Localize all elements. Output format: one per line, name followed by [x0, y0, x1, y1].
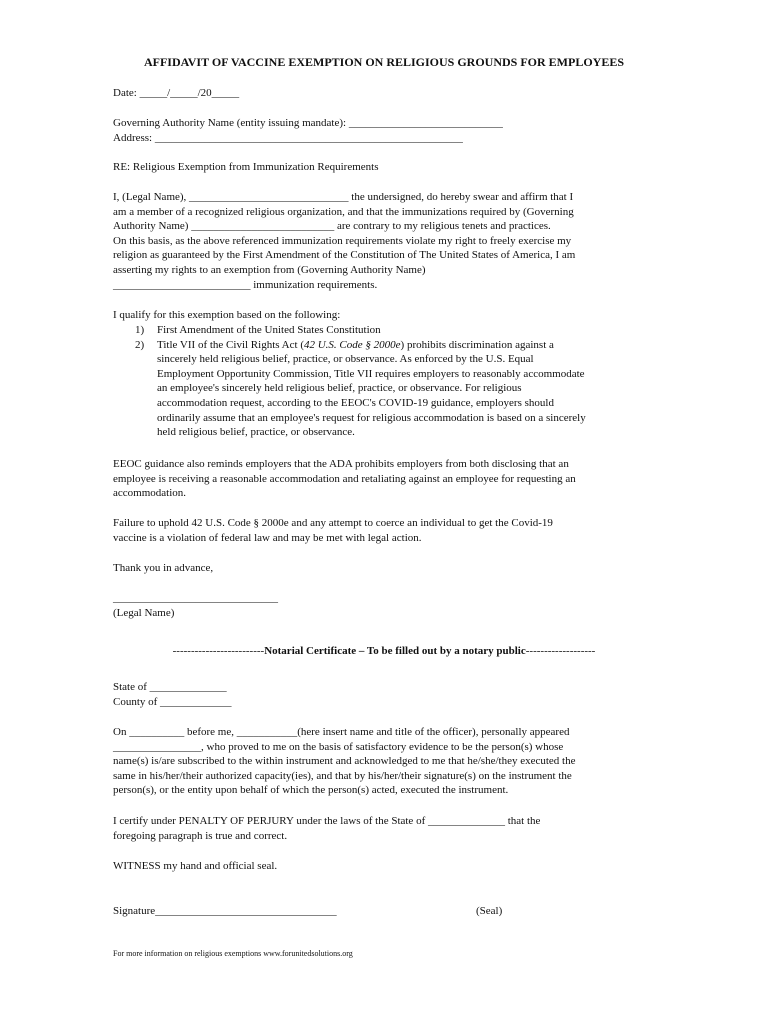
failure-paragraph — [113, 516, 648, 545]
footer-note: For more information on religious exemptions www.forunitedsolutions.org — [113, 949, 353, 958]
notary-acknowledgment — [113, 725, 648, 798]
notary-dashes-left: ------------------------- — [172, 645, 265, 657]
list-item-line: held religious belief, practice, or observance. — [157, 426, 355, 439]
affirmation-line: asserting my rights to an exemption from (Governing Authority Name) — [113, 263, 426, 276]
affirmation-paragraph — [113, 190, 648, 292]
list-item-line: First Amendment of the United States Constitution — [157, 324, 381, 336]
acknowledgment-line: On __________ before me, ___________(here insert name and title of the officer), personally appeared — [113, 726, 570, 738]
failure-line: Failure to uphold 42 U.S. Code § 2000e and any attempt to coerce an individual to get the Covid-19 — [113, 517, 553, 529]
affirmation-line: Authority Name) __________________________ are contrary to my religious tenets and practices. — [113, 220, 551, 233]
affirmation-line: religion as guaranteed by the First Amendment of the Constitution of The United States of America, I am — [113, 249, 576, 262]
acknowledgment-line: person(s), or the entity upon behalf of which the person(s) acted, executed the instrument. — [113, 784, 509, 797]
affirmation-line: am a member of a recognized religious organization, and that the immunizations required by (Governing — [113, 205, 574, 218]
list-item-line: an employee's sincerely held religious belief, practice, or observance. For religious — [157, 382, 522, 395]
notary-dashes-right: ------------------- — [525, 645, 596, 657]
document-title: AFFIDAVIT OF VACCINE EXEMPTION ON RELIGIOUS GROUNDS FOR EMPLOYEES — [143, 55, 625, 69]
re-line: RE: Religious Exemption from Immunization Requirements — [113, 161, 379, 173]
acknowledgment-line: same in his/her/their authorized capacity(ies), and that by his/her/their signature(s) on the instrument the — [113, 769, 572, 782]
date-line: Date: _____/_____/20_____ — [113, 87, 240, 99]
list-item-first-line — [157, 338, 655, 353]
list-item-line: sincerely held religious belief, practice, or observance. As enforced by the U.S. Equal — [157, 353, 534, 366]
eeoc-line: employee is receiving a reasonable accommodation and retaliating against an employee for requesting an — [113, 472, 576, 485]
notary-heading-text: Notarial Certificate – To be filled out by a notary public — [264, 645, 526, 657]
qualify-list — [135, 323, 655, 440]
eeoc-line: accommodation. — [113, 487, 187, 500]
perjury-line: I certify under PENALTY OF PERJURY under the laws of the State of ______________ that the — [113, 815, 541, 827]
legal-name-label: (Legal Name) — [113, 606, 175, 619]
signature-block — [113, 591, 648, 620]
list-item-line: Employment Opportunity Commission, Title VII requires employers to reasonably accommodate — [157, 367, 585, 380]
notary-heading — [0, 644, 768, 659]
list-item — [135, 323, 655, 338]
eeoc-line: EEOC guidance also reminds employers that the ADA prohibits employers from both disclosing that an — [113, 458, 569, 470]
seal-label: (Seal) — [476, 905, 503, 917]
perjury-paragraph — [113, 814, 648, 843]
affirmation-line: On this basis, as the above referenced immunization requirements violate my right to freely exercise my — [113, 234, 572, 247]
thanks-line: Thank you in advance, — [113, 562, 214, 574]
affirmation-line: _________________________ immunization requirements. — [113, 278, 378, 291]
state-line: State of ______________ — [113, 681, 227, 693]
list-number: 2) — [135, 338, 145, 351]
list-item — [135, 338, 655, 440]
list-number: 1) — [135, 324, 145, 336]
us-code-citation: 42 U.S. Code § 2000e — [303, 338, 401, 351]
notary-signature-line: Signature_________________________________ — [113, 905, 337, 917]
eeoc-paragraph — [113, 457, 648, 501]
affirmation-line: I, (Legal Name), _____________________________ the undersigned, do hereby swear and affirm that I — [113, 191, 574, 203]
county-line: County of _____________ — [113, 695, 232, 708]
title-vii-text-rest: ) prohibits discrimination against a — [400, 338, 554, 351]
qualify-intro: I qualify for this exemption based on the following: — [113, 309, 341, 321]
authority-name-line: Governing Authority Name (entity issuing mandate): ____________________________ — [113, 117, 503, 129]
perjury-line: foregoing paragraph is true and correct. — [113, 829, 288, 842]
address-line: Address: ________________________________________________________ — [113, 131, 463, 144]
acknowledgment-line: ________________, who proved to me on the basis of satisfactory evidence to be the person(s) whose — [113, 740, 564, 753]
authority-block — [113, 116, 648, 145]
failure-line: vaccine is a violation of federal law and may be met with legal action. — [113, 531, 422, 544]
witness-line: WITNESS my hand and official seal. — [113, 860, 278, 872]
acknowledgment-line: name(s) is/are subscribed to the within instrument and acknowledged to me that he/she/they executed the — [113, 755, 576, 768]
signature-blank: ______________________________ — [113, 592, 278, 604]
list-item-line: ordinarily assume that an employee's request for religious accommodation is based on a sincerely — [157, 411, 586, 424]
title-vii-text: Title VII of the Civil Rights Act ( — [157, 338, 304, 351]
venue-block — [113, 680, 648, 709]
list-item-line: accommodation request, according to the EEOC's COVID-19 guidance, employers should — [157, 396, 554, 409]
